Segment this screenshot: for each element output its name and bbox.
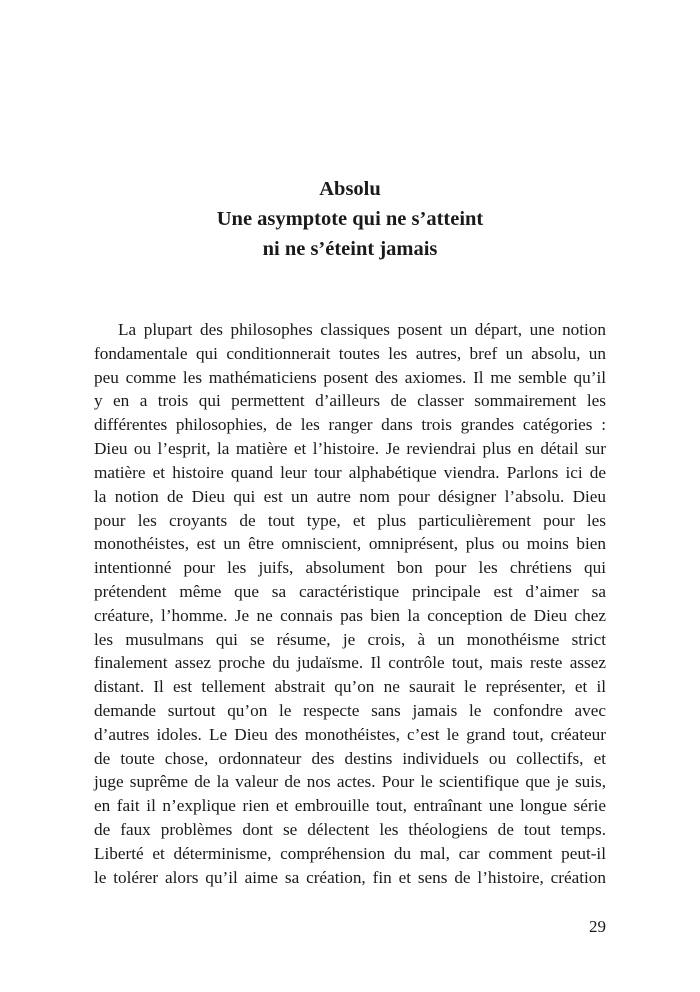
text-line: la notion de Dieu qui est un autre nom pour désigner l’absolu. Dieu: [94, 486, 606, 506]
text-line: de faux problèmes dont se délectent les théologiens de tout temps.: [94, 820, 606, 840]
text-line: fondamentale qui conditionnerait toutes les autres, bref un absolu, un: [94, 343, 606, 363]
text-line: juge suprême de la valeur de nos actes. Pour le scientifique que je suis,: [94, 772, 606, 792]
text-line: les musulmans qui se résume, je crois, à un monothéisme strict: [94, 629, 606, 649]
text-line: demande surtout qu’on le respecte sans jamais le confondre avec: [94, 701, 606, 720]
body-paragraph: [94, 318, 606, 890]
text-line: en fait il n’explique rien et embrouille tout, entraînant une longue série: [94, 796, 606, 816]
text-line: distant. Il est tellement abstrait qu’on ne saurait le représenter, et il: [94, 677, 606, 697]
text-line: de toute chose, ordonnateur des destins individuels ou collectifs, et: [94, 748, 606, 768]
text-line: différentes philosophies, de les ranger dans trois grandes catégories :: [94, 415, 606, 435]
text-line: peu comme les mathématiciens posent des axiomes. Il me semble qu’il: [94, 367, 606, 387]
text-line: pour les croyants de tout type, et plus particulièrement pour les: [94, 510, 606, 530]
text-line: prétendent même que sa caractéristique principale est d’aimer sa: [94, 581, 606, 601]
chapter-subtitle-line: Une asymptote qui ne s’atteint: [216, 208, 484, 230]
chapter-subtitle-line: ni ne s’éteint jamais: [262, 238, 438, 260]
text-line: matière et histoire quand leur tour alphabétique viendra. Parlons ici de: [94, 462, 606, 482]
text-line: d’autres idoles. Le Dieu des monothéistes, c’est le grand tout, créateur: [94, 724, 606, 744]
text-line: finalement assez proche du judaïsme. Il contrôle tout, mais reste assez: [94, 653, 606, 673]
text-line: La plupart des philosophes classiques posent un départ, une notion: [118, 320, 606, 339]
text-line: créature, l’homme. Je ne connais pas bien la conception de Dieu chez: [94, 605, 606, 625]
text-line: y en a trois qui permettent d’ailleurs de classer sommairement les: [94, 391, 606, 411]
text-line: le tolérer alors qu’il aime sa création, fin et sens de l’histoire, création: [94, 867, 606, 887]
text-line: Dieu ou l’esprit, la matière et l’histoire. Je reviendrai plus en détail sur: [94, 439, 606, 459]
text-line: monothéistes, est un être omniscient, omniprésent, plus ou moins bien: [94, 534, 606, 554]
chapter-title-line: Absolu: [319, 178, 381, 200]
chapter-title: [0, 174, 700, 264]
page-number: 29: [589, 917, 606, 936]
text-line: Liberté et déterminisme, compréhension du mal, car comment peut-il: [94, 843, 606, 863]
text-line: intentionné pour les juifs, absolument bon pour les chrétiens qui: [94, 558, 606, 578]
